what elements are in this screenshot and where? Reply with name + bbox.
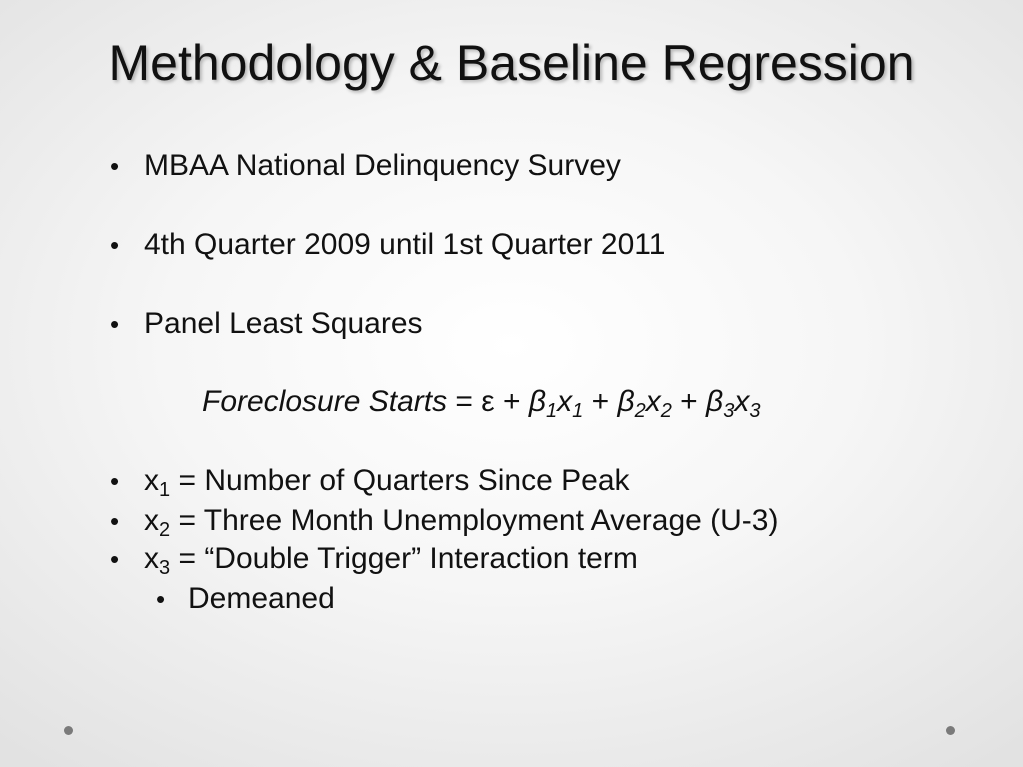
- variable-subscript: 2: [159, 519, 171, 541]
- variable-description: = Three Month Unemployment Average (U-3): [170, 504, 779, 537]
- regression-formula: [202, 382, 760, 422]
- formula-plus: +: [671, 385, 707, 418]
- variable-description: = Number of Quarters Since Peak: [170, 464, 630, 497]
- formula-beta2-sub: 2: [634, 400, 646, 422]
- bullet-item-period: 4th Quarter 2009 until 1st Quarter 2011: [144, 228, 666, 261]
- variable-definition-x2: [144, 501, 778, 541]
- formula-plus: +: [583, 385, 618, 418]
- variable-description: = “Double Trigger” Interaction term: [170, 542, 638, 575]
- variable-name: x: [144, 542, 159, 575]
- bullet-icon: •: [110, 151, 120, 181]
- formula-x3-sub: 3: [749, 400, 761, 422]
- bullet-item-method: Panel Least Squares: [144, 307, 423, 340]
- sub-item-demeaned: Demeaned: [188, 582, 335, 615]
- sub-bullet-icon: •: [156, 584, 166, 614]
- variable-definition-x3: [144, 539, 638, 579]
- formula-beta2: β: [617, 385, 635, 418]
- bullet-icon: •: [110, 466, 120, 496]
- formula-x3: x: [734, 385, 750, 418]
- formula-beta3: β: [706, 385, 724, 418]
- formula-x2: x: [645, 385, 661, 418]
- variable-name: x: [144, 504, 159, 537]
- formula-x1-sub: 1: [572, 400, 584, 422]
- slide-title: Methodology & Baseline Regression: [108, 35, 915, 91]
- formula-beta1-sub: 1: [546, 400, 558, 422]
- bullet-item-survey: MBAA National Delinquency Survey: [144, 149, 621, 182]
- formula-beta3-sub: 3: [723, 400, 735, 422]
- formula-x1: x: [557, 385, 573, 418]
- variable-subscript: 3: [159, 557, 171, 579]
- variable-subscript: 1: [159, 479, 171, 501]
- formula-equals: = ε +: [447, 385, 529, 418]
- bullet-item-method-icon: •: [110, 309, 120, 339]
- bullet-icon: •: [110, 506, 120, 536]
- formula-beta1: β: [528, 385, 546, 418]
- corner-dot-left: [64, 726, 73, 735]
- bullet-icon: •: [110, 230, 120, 260]
- corner-dot-right: [946, 726, 955, 735]
- formula-lhs: Foreclosure Starts: [202, 385, 448, 418]
- variable-definition-x1: [144, 461, 630, 501]
- formula-x2-sub: 2: [660, 400, 672, 422]
- bullet-icon: •: [110, 544, 120, 574]
- variable-name: x: [144, 464, 159, 497]
